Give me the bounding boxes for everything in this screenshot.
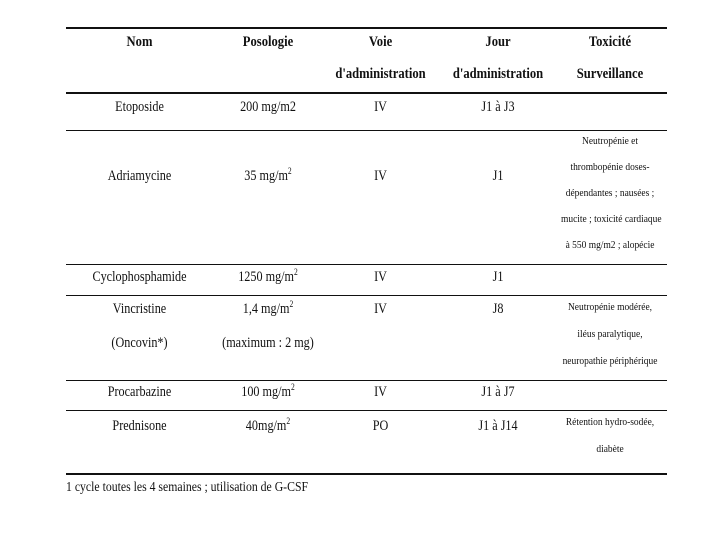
row-etoposide-nom: Etoposide <box>115 99 164 115</box>
row-etoposide-dose: 200 mg/m2 <box>240 99 296 115</box>
row-cyclophosphamide-dose: 1250 $mg/m^2$ <box>238 267 298 285</box>
row-prednisone-tox-2: diabète <box>596 443 624 455</box>
row-vincristine-nom-2: (Oncovin*) <box>111 335 168 351</box>
row-procarbazine-nom: Procarbazine <box>107 384 172 400</box>
header-nom: Nom <box>126 34 153 50</box>
header-voie: Voie <box>368 34 393 50</box>
header-voie-2: d'administration <box>335 66 426 82</box>
row-divider <box>66 380 667 381</box>
row-vincristine-dose: 1,4 $mg/m^2$ <box>242 299 294 317</box>
row-adriamycine-tox-2: thrombopénie doses- <box>570 161 650 173</box>
row-adriamycine-voie: IV <box>374 168 387 184</box>
row-vincristine-tox-2: iléus paralytique, <box>577 328 643 340</box>
table-top-rule <box>66 27 667 29</box>
table-bottom-rule <box>66 473 667 475</box>
row-prednisone-nom: Prednisone <box>112 418 167 434</box>
row-divider <box>66 410 667 411</box>
table-footnote: 1 cycle toutes les 4 semaines ; utilisation de G-CSF <box>66 480 309 495</box>
row-adriamycine-tox-3: dépendantes ; nausées ; <box>565 187 655 199</box>
row-adriamycine-tox-4: mucite ; toxicité cardiaque <box>560 213 662 225</box>
row-prednisone-tox-1: Rétention hydro-sodée, <box>565 416 655 428</box>
row-vincristine-tox-1: Neutropénie modérée, <box>567 301 653 313</box>
row-divider <box>66 295 667 296</box>
row-vincristine-nom: Vincristine <box>112 301 167 317</box>
row-etoposide-jour: J1 à J3 <box>481 99 515 115</box>
header-toxicite: Toxicité <box>588 34 632 50</box>
row-prednisone-jour: J1 à J14 <box>478 418 518 434</box>
row-divider <box>66 264 667 265</box>
header-jour-2: d'administration <box>452 66 544 82</box>
row-adriamycine-tox-1: Neutropénie et <box>582 135 638 147</box>
row-cyclophosphamide-voie: IV <box>374 269 387 285</box>
row-etoposide-voie: IV <box>374 99 387 115</box>
row-adriamycine-dose: 35 $mg/m^2$ <box>244 166 292 184</box>
row-cyclophosphamide-nom: Cyclophosphamide <box>92 269 187 285</box>
header-bottom-rule <box>66 92 667 94</box>
row-cyclophosphamide-jour: J1 <box>492 269 504 285</box>
row-procarbazine-voie: IV <box>374 384 387 400</box>
header-surveillance: Surveillance <box>576 66 644 82</box>
row-prednisone-voie: PO <box>372 418 389 434</box>
row-adriamycine-tox-5: à 550 mg/m2 ; alopécie <box>565 239 655 251</box>
row-divider <box>66 130 667 131</box>
row-adriamycine-nom: Adriamycine <box>107 168 172 184</box>
row-vincristine-dose-2: (maximum : 2 mg) <box>222 335 314 351</box>
row-vincristine-jour: J8 <box>492 301 504 317</box>
header-jour: Jour <box>485 34 511 50</box>
row-vincristine-tox-3: neuropathie périphérique <box>562 355 658 367</box>
row-adriamycine-jour: J1 <box>492 168 504 184</box>
row-vincristine-voie: IV <box>374 301 387 317</box>
row-procarbazine-jour: J1 à J7 <box>481 384 515 400</box>
header-posologie: Posologie <box>242 34 294 50</box>
row-prednisone-dose: $40mg/m^2$ <box>245 416 291 434</box>
row-procarbazine-dose: 100 $mg/m^2$ <box>241 382 295 400</box>
